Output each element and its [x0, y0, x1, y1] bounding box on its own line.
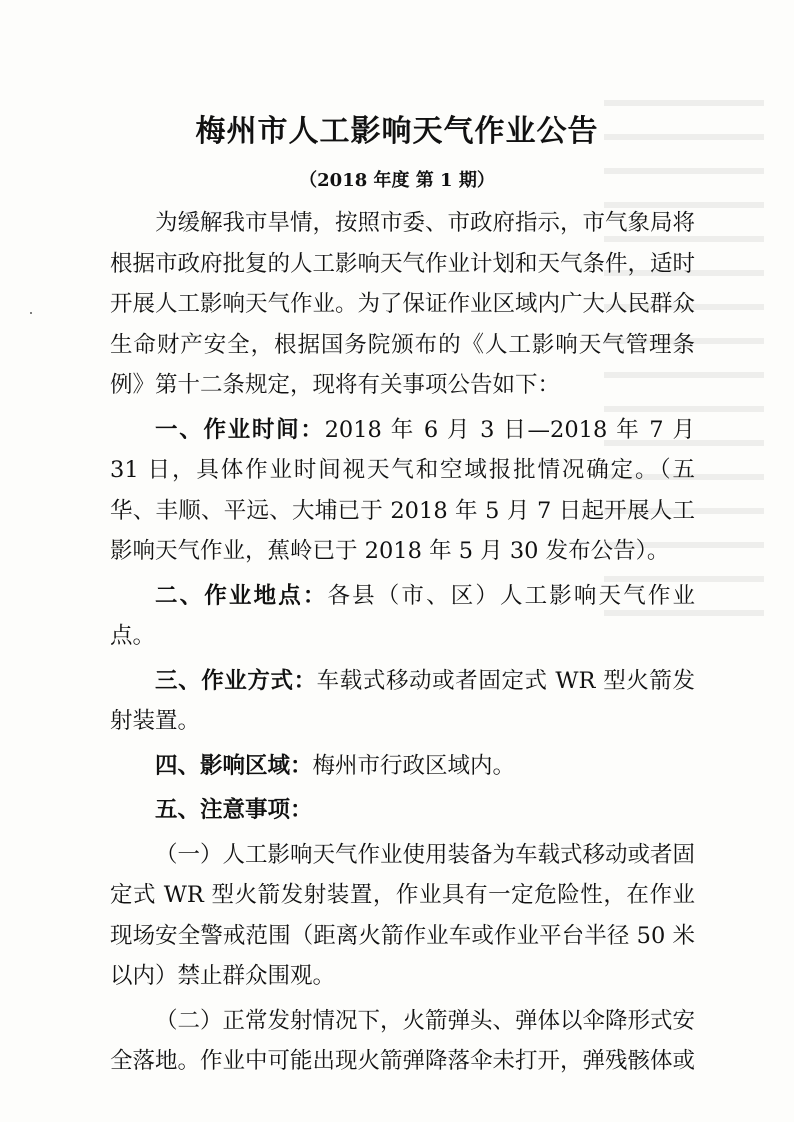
- section-text: 车载式移动或者固定式 WR 型火箭发射装置。: [110, 667, 695, 734]
- note-paragraph: （二）正常发射情况下，火箭弹头、弹体以伞降形式安全落地。作业中可能出现火箭弹降落伞未打开，弹残骸体或: [110, 1007, 696, 1074]
- section-paragraph: [110, 661, 695, 742]
- section-text: 梅州市行政区域内。: [312, 752, 516, 779]
- section-heading: 三、作业方式：: [155, 667, 317, 694]
- scan-speck: [30, 312, 32, 314]
- section-paragraph: [110, 790, 695, 831]
- section-heading: 四、影响区域：: [155, 752, 313, 779]
- section-heading: 一、作业时间：: [155, 416, 325, 443]
- section-paragraph: [110, 410, 695, 572]
- note-paragraph: （一）人工影响天气作业使用装备为车载式移动或者固定式 WR 型火箭发射装置，作业具有一定危险性，在作业现场安全警戒范围（距离火箭作业车或作业平台半径 50 米以内）禁止群众围观。: [110, 841, 696, 989]
- document-title: 梅州市人工影响天气作业公告: [195, 114, 599, 149]
- section-text: 各县（市、区）人工影响天气作业点。: [110, 582, 695, 649]
- section-heading: 五、注意事项：: [155, 797, 313, 823]
- section-text: 2018 年 6 月 3 日—2018 年 7 月 31 日，具体作业时间视天气和空域报批情况确定。（五华、丰顺、平远、大埔已于 2018 年 5 月 7 日起开展人工影响天气作业，蕉岭已于 2018 年 5 月 30 发布公告）。: [110, 416, 695, 564]
- section-heading: 二、作业地点：: [155, 582, 328, 609]
- intro-paragraph: 为缓解我市旱情，按照市委、市政府指示，市气象局将根据市政府批复的人工影响天气作业计划和天气条件，适时开展人工影响天气作业。为了保证作业区域内广大人民群众生命财产安全，根据国务院颁布的《人工影响天气管理条例》第十二条规定，现将有关事项公告如下：: [110, 210, 696, 398]
- section-paragraph: [110, 576, 695, 657]
- document-body: [110, 203, 695, 1082]
- document-subtitle: （2018 年度 第 1 期）: [299, 170, 495, 191]
- section-paragraph: [110, 746, 695, 787]
